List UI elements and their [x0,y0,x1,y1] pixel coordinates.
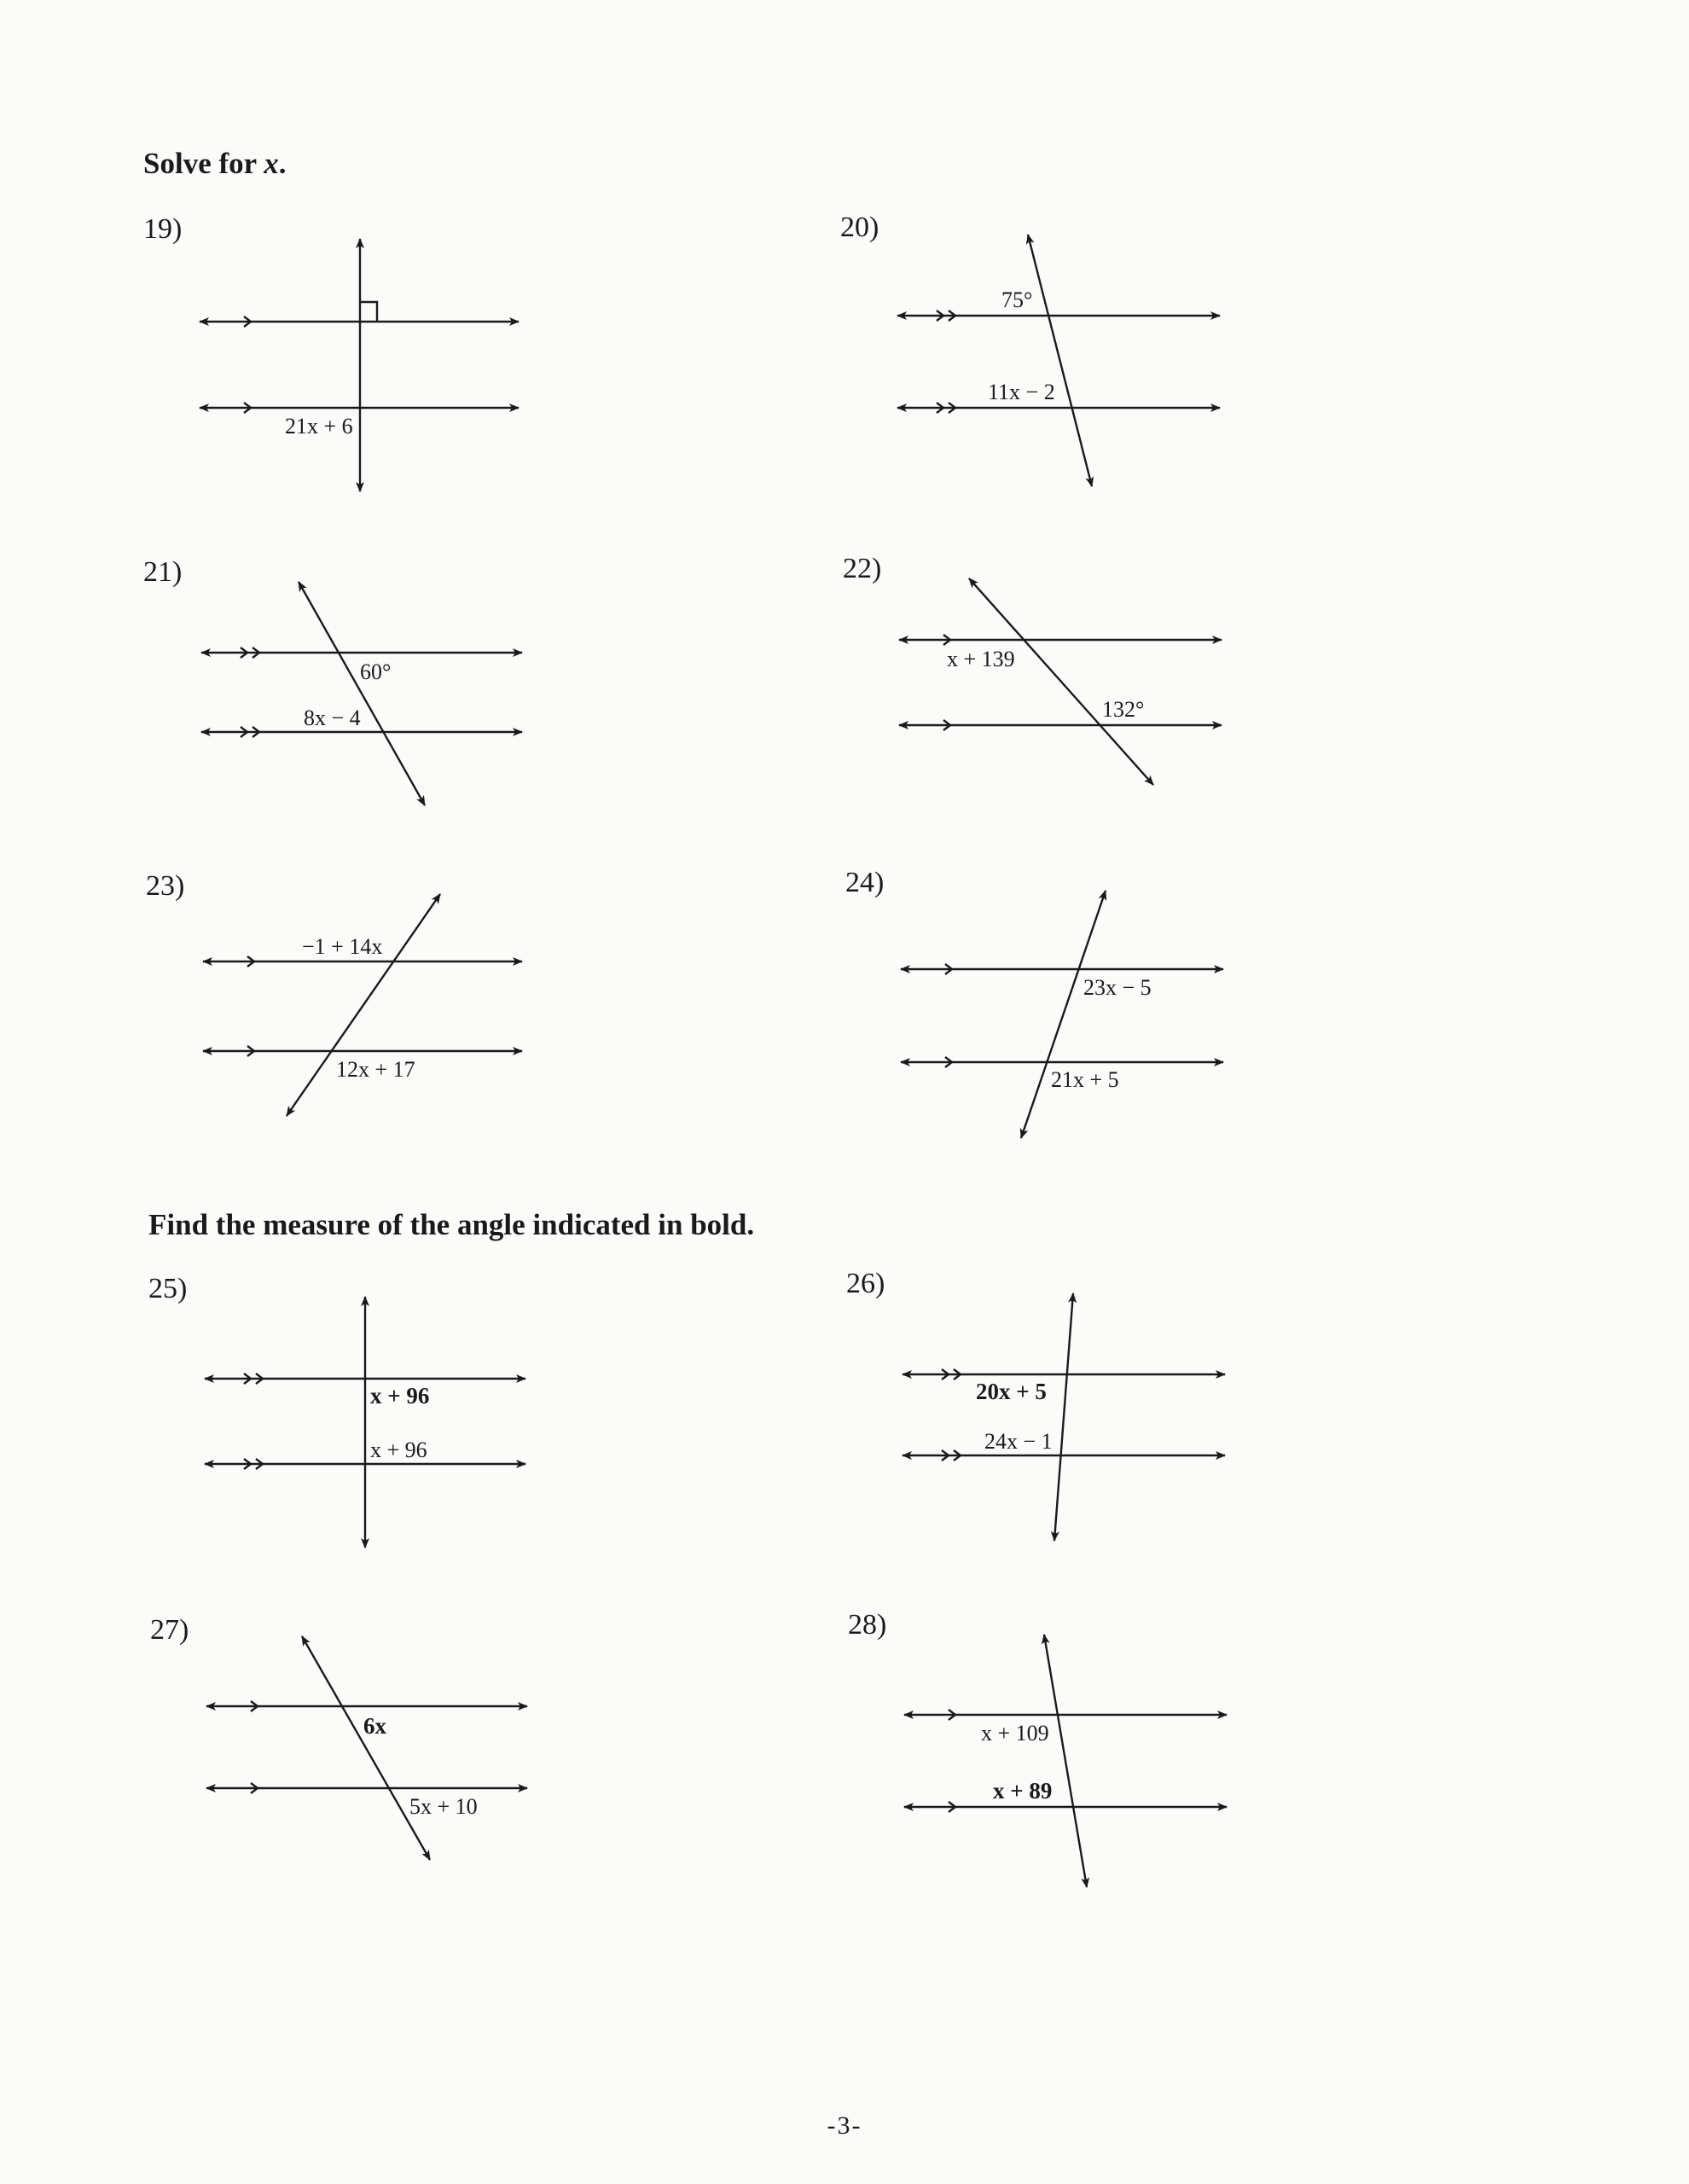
problem-number: 22) [843,553,882,584]
angle-label: 8x − 4 [304,706,361,730]
problem-number: 23) [146,870,185,902]
problem-number: 24) [845,867,885,898]
angle-label: 12x + 17 [336,1057,415,1082]
angle-label: 5x + 10 [409,1794,478,1819]
angle-label: 24x − 1 [984,1429,1053,1454]
problem-number: 25) [148,1273,188,1304]
angle-label-bold: 20x + 5 [976,1379,1047,1404]
problem-number: 19) [143,213,183,245]
transversal [1044,1635,1087,1887]
problem-number: 26) [846,1268,885,1299]
heading-text: Solve for [143,147,264,180]
problem-number: 21) [143,556,183,588]
heading-variable: x [264,147,279,180]
angle-label: 21x + 6 [285,414,353,439]
section-heading-find-angle: Find the measure of the angle indicated in bold. [148,1208,755,1241]
angle-label-bold: 6x [363,1713,386,1739]
angle-label: 132° [1102,697,1145,722]
angle-label: −1 + 14x [302,934,383,959]
angle-label: x + 96 [370,1438,427,1462]
problem-number: 20) [840,212,879,243]
angle-label: 21x + 5 [1051,1067,1119,1092]
angle-label-bold: x + 96 [370,1383,430,1409]
angle-label: x + 139 [947,647,1015,671]
angle-label: 23x − 5 [1083,975,1152,1000]
angle-label: x + 109 [981,1721,1049,1745]
angle-label-bold: x + 89 [993,1778,1053,1804]
problem-number: 28) [848,1609,887,1641]
angle-label: 75° [1001,288,1033,312]
heading-period: . [278,147,287,180]
angle-label: 11x − 2 [988,380,1055,404]
angle-label: 60° [360,659,392,684]
page-number: -3- [827,2111,862,2140]
problem-number: 27) [150,1614,189,1646]
